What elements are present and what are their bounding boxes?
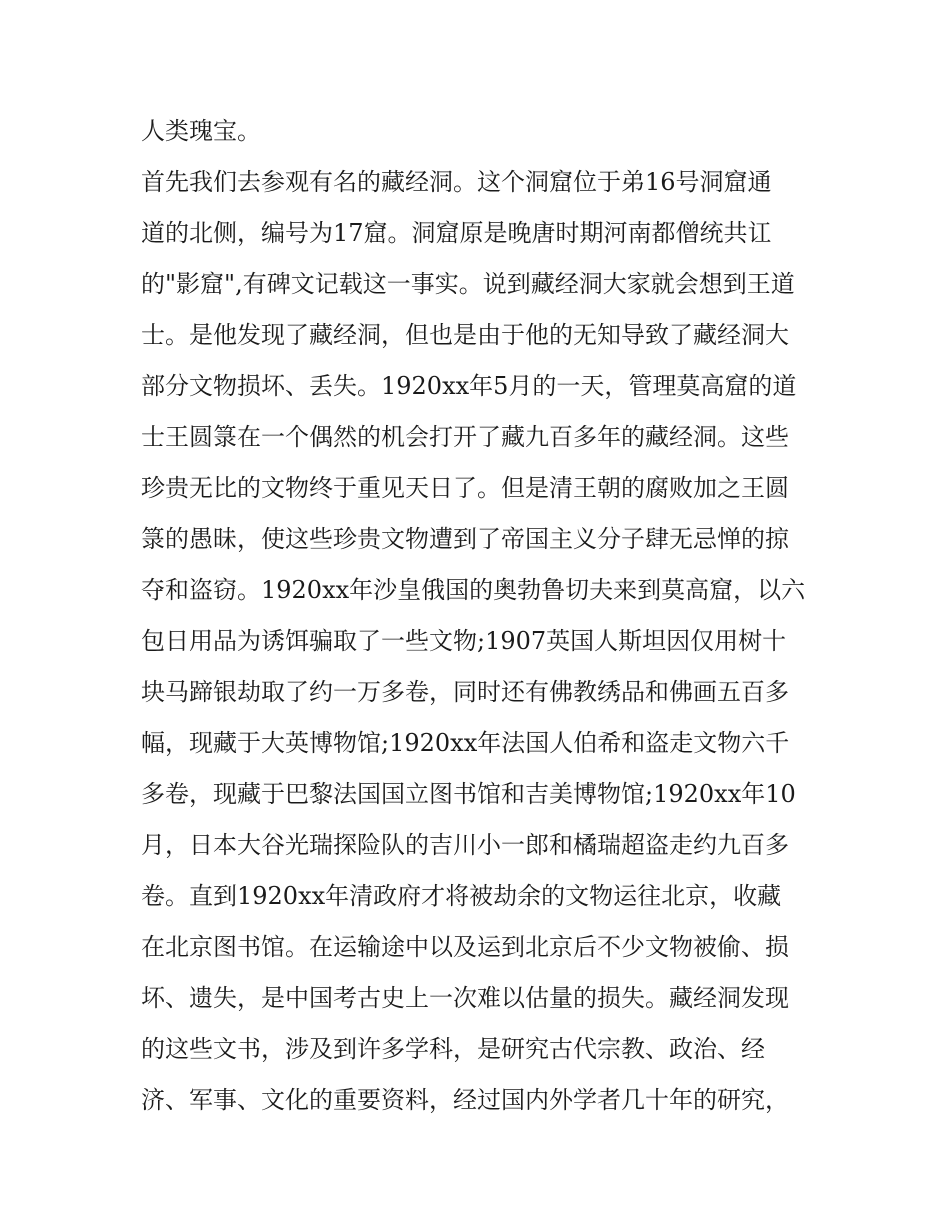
text-line: 包日用品为诱饵骗取了一些文物;1907英国人斯坦因仅用树十	[141, 627, 787, 655]
text-line: 士王圆箓在一个偶然的机会打开了藏九百多年的藏经洞。这些	[141, 423, 789, 451]
text-line: 人类瑰宝。	[141, 117, 261, 145]
text-line: 首先我们去参观有名的藏经洞。这个洞窟位于弟16号洞窟通	[141, 168, 772, 196]
text-line: 道的北侧，编号为17窟。洞窟原是晚唐时期河南都僧统共讧	[141, 219, 772, 247]
text-line: 的这些文书，涉及到许多学科，是研究古代宗教、政治、经	[141, 1035, 765, 1063]
text-line: 卷。直到1920xx年清政府才将被劫余的文物运往北京，收藏	[141, 882, 782, 910]
body-text	[141, 106, 821, 1126]
text-line: 箓的愚昧，使这些珍贵文物遭到了帝国主义分子肆无忌惮的掠	[141, 525, 789, 553]
text-line: 济、军事、文化的重要资料，经过国内外学者几十年的研究，	[141, 1086, 789, 1114]
text-line: 珍贵无比的文物终于重见天日了。但是清王朝的腐败加之王圆	[141, 474, 789, 502]
text-line: 多卷，现藏于巴黎法国国立图书馆和吉美博物馆;1920xx年10	[141, 780, 796, 808]
text-line: 夺和盗窃。1920xx年沙皇俄国的奥勃鲁切夫来到莫高窟，以六	[141, 576, 806, 604]
text-line: 坏、遗失，是中国考古史上一次难以估量的损失。藏经洞发现	[141, 984, 789, 1012]
text-line: 的"影窟",有碑文记载这一事实。说到藏经洞大家就会想到王道	[141, 270, 795, 298]
text-line: 部分文物损坏、丢失。1920xx年5月的一天，管理莫高窟的道	[141, 372, 797, 400]
text-line: 在北京图书馆。在运输途中以及运到北京后不少文物被偷、损	[141, 933, 789, 961]
text-line: 幅，现藏于大英博物馆;1920xx年法国人伯希和盗走文物六千	[141, 729, 790, 757]
text-line: 块马蹄银劫取了约一万多卷，同时还有佛教绣品和佛画五百多	[141, 678, 789, 706]
text-line: 月，日本大谷光瑞探险队的吉川小一郎和橘瑞超盗走约九百多	[141, 831, 789, 859]
text-line: 士。是他发现了藏经洞，但也是由于他的无知导致了藏经洞大	[141, 321, 789, 349]
